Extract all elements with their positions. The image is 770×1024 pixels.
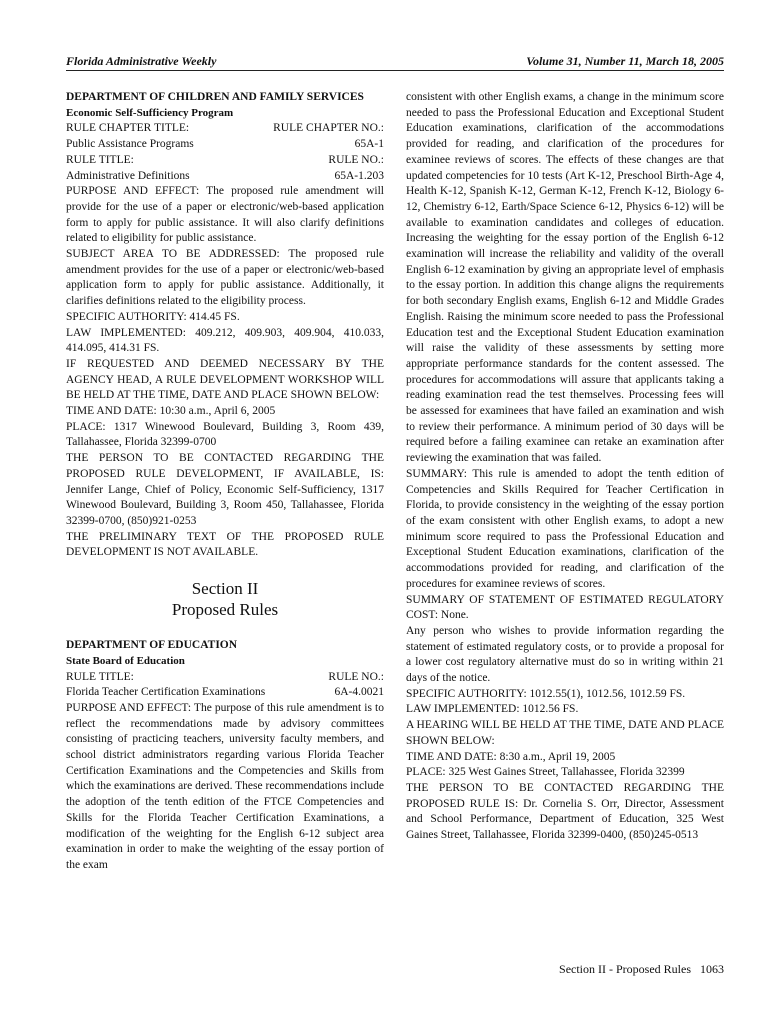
right-column [406, 90, 724, 844]
dcf-place-paragraph: PLACE: 1317 Winewood Boulevard, Building 3, Room 439, Tallahassee, Florida 32399-0700 [66, 420, 384, 449]
rule-chapter-no-label: RULE CHAPTER NO.: [273, 122, 384, 135]
rule-chapter-title-row [66, 121, 384, 137]
doe-rule-no-label: RULE NO.: [328, 670, 384, 683]
issue-info: Volume 31, Number 11, March 18, 2005 [526, 54, 724, 68]
page-footer: Section II - Proposed Rules 1063 [559, 962, 724, 976]
doe-hearing-paragraph: A HEARING WILL BE HELD AT THE TIME, DATE AND PLACE SHOWN BELOW: [406, 719, 724, 747]
doe-time-paragraph: TIME AND DATE: 8:30 a.m., April 19, 2005 [406, 750, 616, 763]
dcf-program-heading: Economic Self-Sufficiency Program [66, 106, 234, 119]
left-column [66, 90, 384, 874]
doe-rule-title-label: RULE TITLE: [66, 670, 134, 683]
rule-chapter-title-label: RULE CHAPTER TITLE: [66, 122, 190, 135]
doe-department-heading: DEPARTMENT OF EDUCATION [66, 639, 238, 652]
rule-title-row [66, 153, 384, 169]
dcf-subject-paragraph: SUBJECT AREA TO BE ADDRESSED: The proposed rule amendment provides for the use of a paper or electronic/web-based application form to apply for public assistance. Additionally, it clarifies definitions related to the eligibility process. [66, 248, 384, 308]
dcf-purpose-paragraph: PURPOSE AND EFFECT: The proposed rule amendment will provide for the use of a paper or electronic/web-based application form to apply for public assistance. It will also clarify definitions related to eligibility for public assistance. [66, 185, 384, 245]
section-title: Proposed Rules [171, 600, 279, 620]
doe-purpose-paragraph: PURPOSE AND EFFECT: The purpose of this rule amendment is to reflect the recommendations made by advisory committees consisting of practicing teachers, university faculty members, and school district administrators regarding various Florida Teacher Certification Examinations and the Competencies and Skills from which the examinations are derived. These recommendations include the adoption of the tenth edition of the FTCE Competencies and Skills for the Florida Teacher Certification Examinations, a modification of the weighting for the English 6-12 subject area examination in order to make the weighting of the essay portion of the exam [66, 701, 384, 871]
dcf-contact-paragraph: THE PERSON TO BE CONTACTED REGARDING THE PROPOSED RULE DEVELOPMENT, IF AVAILABLE, IS: Jennifer Lange, Chief of Policy, Economic Self-Sufficiency, 1317 Winewood Boulevard, Building 3, Room 450, Tallahassee, Florida 32399-0700, (850)921-0253 [66, 452, 384, 527]
rule-chapter-no-value: 65A-1 [354, 138, 384, 151]
rule-chapter-title-value: Public Assistance Programs [66, 138, 194, 151]
dcf-time-paragraph: TIME AND DATE: 10:30 a.m., April 6, 2005 [66, 405, 276, 418]
section-heading [66, 578, 384, 620]
dcf-authority-paragraph: SPECIFIC AUTHORITY: 414.45 FS. [66, 310, 240, 323]
rule-no-label: RULE NO.: [328, 153, 384, 166]
doe-purpose-continued: consistent with other English exams, a change in the minimum score needed to pass the Professional Education and Exceptional Student Education examinations, clarification of the accommodations provided for reading, and clarification of the procedures for examinee reviews of scores. The effects of these changes are that updated competencies for 10 tests (Art K-12, Preschool Birth-Age 4, Health K-12, Spanish K-12, German K-12, French K-12, Biology 6-12, Chemistry 6-12, Earth/Space Science 6-12, Physics 6-12) will be available to examination candidates and colleges of education. Increasing the weighting for the essay portion of the English 6-12 examination will increase the reliability and validity of the overall English 6-12 examination by giving an appropriate level of emphasis to the essay portion. In addition this change aligns the requirements for both secondary English exams, English 6-12 and Middle Grades English. Raising the minimum score needed to pass the Professional Education test and the Exceptional Student Education examination will raise the validity of these assessments by setting more appropriate performance standards for the content assessed. The procedures for accommodations will assure that applicants taking a reading examination read the test themselves. Processing fees will be assessed for examinees that have failed an examination and wish to review their performance. A minimum period of 30 days will be required before a failing examinee can retake an examination after reviewing the examination that was failed. [406, 91, 724, 465]
doe-rule-value-row [66, 685, 384, 701]
rule-chapter-value-row [66, 137, 384, 153]
running-header [66, 54, 724, 71]
dcf-preliminary-paragraph: THE PRELIMINARY TEXT OF THE PROPOSED RULE DEVELOPMENT IS NOT AVAILABLE. [66, 530, 384, 559]
doe-board-heading: State Board of Education [66, 654, 185, 667]
doe-authority-paragraph: SPECIFIC AUTHORITY: 1012.55(1), 1012.56, 1012.59 FS. [406, 687, 686, 700]
section-number: Section II [191, 579, 259, 599]
rule-no-value: 65A-1.203 [334, 169, 384, 182]
dcf-workshop-paragraph: IF REQUESTED AND DEEMED NECESSARY BY THE AGENCY HEAD, A RULE DEVELOPMENT WORKSHOP WILL BE HELD AT THE TIME, DATE AND PLACE SHOWN BELOW: [66, 357, 384, 402]
doe-rule-title-value: Florida Teacher Certification Examinations [66, 686, 266, 699]
rule-title-label: RULE TITLE: [66, 153, 134, 166]
doe-contact-paragraph: THE PERSON TO BE CONTACTED REGARDING THE PROPOSED RULE IS: Dr. Cornelia S. Orr, Director, Assessment and School Performance, Department of Education, 325 West Gaines Street, Tallahassee, Florida 32399-0400, (850)245-0513 [406, 781, 724, 842]
doe-law-paragraph: LAW IMPLEMENTED: 1012.56 FS. [406, 703, 579, 716]
doe-summary-paragraph: SUMMARY: This rule is amended to adopt the tenth edition of Competencies and Skills Required for Teacher Certification in Florida, to provide consistency in the weighting of the essay portion of the exam consistent with other English exams, to adopt a new minimum score required to pass the Professional Education and Exceptional Student Education examinations, clarification of the accommodations provided for reading, and clarification of the procedures for examinee reviews of scores. [406, 467, 724, 590]
dcf-department-heading: DEPARTMENT OF CHILDREN AND FAMILY SERVICES [66, 91, 364, 103]
dcf-law-paragraph: LAW IMPLEMENTED: 409.212, 409.903, 409.904, 410.033, 414.095, 414.31 FS. [66, 326, 384, 355]
rule-value-row [66, 169, 384, 185]
doe-place-paragraph: PLACE: 325 West Gaines Street, Tallahassee, Florida 32399 [406, 766, 685, 779]
rule-title-value: Administrative Definitions [66, 169, 190, 182]
doe-rule-title-row [66, 670, 384, 686]
doe-rule-no-value: 6A-4.0021 [334, 686, 384, 699]
doe-any-person-paragraph: Any person who wishes to provide information regarding the statement of estimated regulatory costs, or to provide a proposal for a lower cost regulatory alternative must do so in writing within 21 days of the notice. [406, 624, 724, 685]
doe-serc-paragraph: SUMMARY OF STATEMENT OF ESTIMATED REGULATORY COST: None. [406, 593, 724, 622]
journal-title: Florida Administrative Weekly [66, 54, 217, 68]
